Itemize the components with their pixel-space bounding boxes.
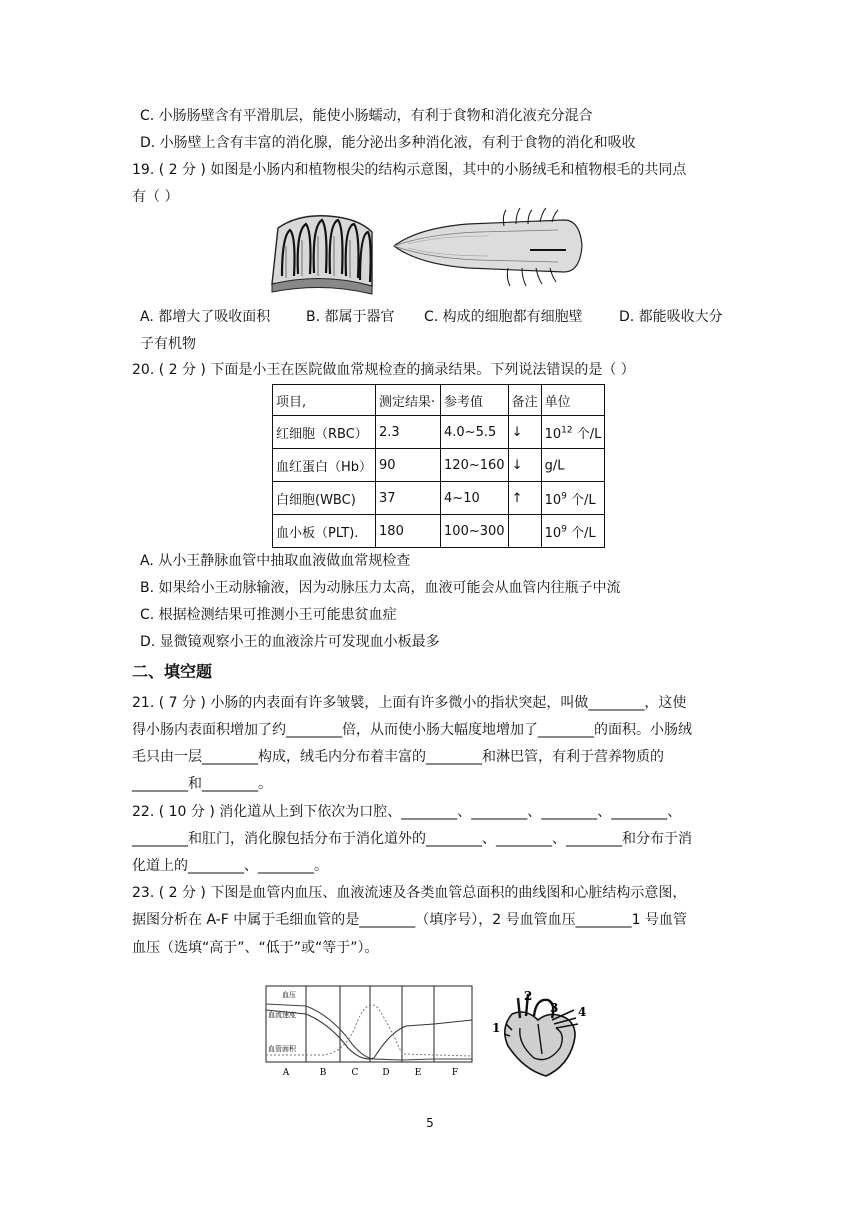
x-label-e: E: [414, 1068, 422, 1078]
cell-unit: $10^{12}$ 个/L: [541, 416, 605, 449]
q22-line1: 22. ( 10 分 ) 消化道从上到下依次为口腔、________、________、________、________、: [132, 804, 682, 820]
heart-label-1: 1: [492, 1021, 501, 1035]
blood-vessel-graph: [262, 982, 476, 1078]
heart-diagram: [490, 984, 590, 1080]
table-row: [273, 449, 605, 482]
q20-stem: 20. ( 2 分 ) 下面是小王在医院做血常规检查的摘录结果。下列说法错误的是（ ）: [132, 362, 635, 378]
x-label-a: A: [282, 1068, 290, 1078]
cell-remark: ↓: [508, 449, 541, 482]
cell-result: 37: [376, 482, 441, 515]
q21-line4: ________和________。: [132, 776, 272, 792]
cell-reference: 4~10: [441, 482, 509, 515]
heart-label-3: 3: [550, 1001, 559, 1015]
q19-stem-line2: 有（ ）: [132, 189, 179, 205]
q23-line2: 据图分析在 A-F 中属于毛细血管的是________（填序号），2 号血管血压________1 号血管: [132, 912, 687, 928]
q19-option-c: C. 构成的细胞都有细胞壁: [424, 309, 583, 325]
cell-item: 血小板（PLT).: [273, 515, 376, 548]
q18-option-c: C. 小肠肠壁含有平滑肌层，能使小肠蠕动，有利于食物和消化液充分混合: [140, 108, 593, 124]
q22-line3: 化道上的________、________。: [132, 858, 328, 874]
cell-remark: [508, 515, 541, 548]
q19-figure: [268, 206, 588, 296]
q19-option-b: B. 都属于器官: [306, 309, 395, 325]
q19-option-d-continued: 子有机物: [140, 336, 196, 352]
intestine-villi-illustration: [272, 216, 372, 294]
header-result: 测定结果·: [376, 385, 441, 416]
cell-reference: 4.0~5.5: [441, 416, 509, 449]
graph-label-pressure: 血压: [282, 991, 296, 999]
table-row: [273, 416, 605, 449]
heart-label-4: 4: [578, 1005, 587, 1019]
q21-line3: 毛只由一层________构成，绒毛内分布着丰富的________和淋巴管，有利于营养物质的: [132, 749, 664, 765]
cell-unit: $10^9$ 个/L: [541, 515, 605, 548]
q19-stem-line1: 19. ( 2 分 ) 如图是小肠内和植物根尖的结构示意图，其中的小肠绒毛和植物根毛的共同点: [132, 162, 687, 178]
cell-remark: ↓: [508, 416, 541, 449]
cell-item: 白细胞(WBC): [273, 482, 376, 515]
header-remark: 备注: [508, 385, 541, 416]
header-unit: 单位: [541, 385, 605, 416]
x-label-c: C: [351, 1068, 359, 1078]
cell-reference: 120~160: [441, 449, 509, 482]
cell-result: 180: [376, 515, 441, 548]
cell-result: 2.3: [376, 416, 441, 449]
section-heading-fill-in: 二、填空题: [132, 662, 213, 681]
pressure-curve: [266, 1004, 472, 1060]
speed-curve: [266, 1010, 472, 1059]
cell-unit: $10^9$ 个/L: [541, 482, 605, 515]
q21-line2: 得小肠内表面积增加了约________倍，从而使小肠大幅度地增加了________的面积。小肠绒: [132, 722, 692, 738]
q18-option-d: D. 小肠壁上含有丰富的消化腺，能分泌出多种消化液，有利于食物的消化和吸收: [140, 135, 636, 151]
q23-line1: 23. ( 2 分 ) 下图是血管内血压、血液流速及各类血管总面积的曲线图和心脏结构示意图，: [132, 885, 687, 901]
root-tip-illustration: [394, 208, 582, 286]
q20-option-b: B. 如果给小王动脉输液，因为动脉压力太高，血液可能会从血管内往瓶子中流: [140, 580, 621, 596]
q23-line3: 血压（选填“高于”、“低于”或“等于”）。: [132, 940, 379, 956]
page-number: 5: [426, 1116, 434, 1130]
q20-option-a: A. 从小王静脉血管中抽取血液做血常规检查: [140, 553, 411, 569]
cell-unit: g/L: [541, 449, 605, 482]
q20-option-d: D. 显微镜观察小王的血液涂片可发现血小板最多: [140, 634, 440, 650]
cell-item: 血红蛋白（Hb）: [273, 449, 376, 482]
q22-line2: ________和肛门，消化腺包括分布于消化道外的________、________、________和分布于消: [132, 831, 692, 847]
header-item: 项目,: [273, 385, 376, 416]
x-label-f: F: [451, 1068, 459, 1078]
header-reference: 参考值: [441, 385, 509, 416]
blood-test-table: [272, 384, 605, 548]
graph-label-area: 血管面积: [268, 1045, 296, 1053]
cell-remark: ↑: [508, 482, 541, 515]
table-header-row: [273, 385, 605, 416]
x-label-d: D: [382, 1068, 390, 1078]
q19-option-a: A. 都增大了吸收面积: [140, 309, 271, 325]
q19-option-d: D. 都能吸收大分: [619, 309, 723, 325]
graph-label-speed: 血流速度: [268, 1011, 296, 1019]
table-row: [273, 515, 605, 548]
table-row: [273, 482, 605, 515]
cell-result: 90: [376, 449, 441, 482]
x-label-b: B: [319, 1068, 327, 1078]
q20-option-c: C. 根据检测结果可推测小王可能患贫血症: [140, 607, 397, 623]
heart-label-2: 2: [524, 989, 533, 1003]
cell-reference: 100~300: [441, 515, 509, 548]
q21-line1: 21. ( 7 分 ) 小肠的内表面有许多皱襞，上面有许多微小的指状突起，叫做________，这使: [132, 695, 687, 711]
cell-item: 红细胞（RBC）: [273, 416, 376, 449]
